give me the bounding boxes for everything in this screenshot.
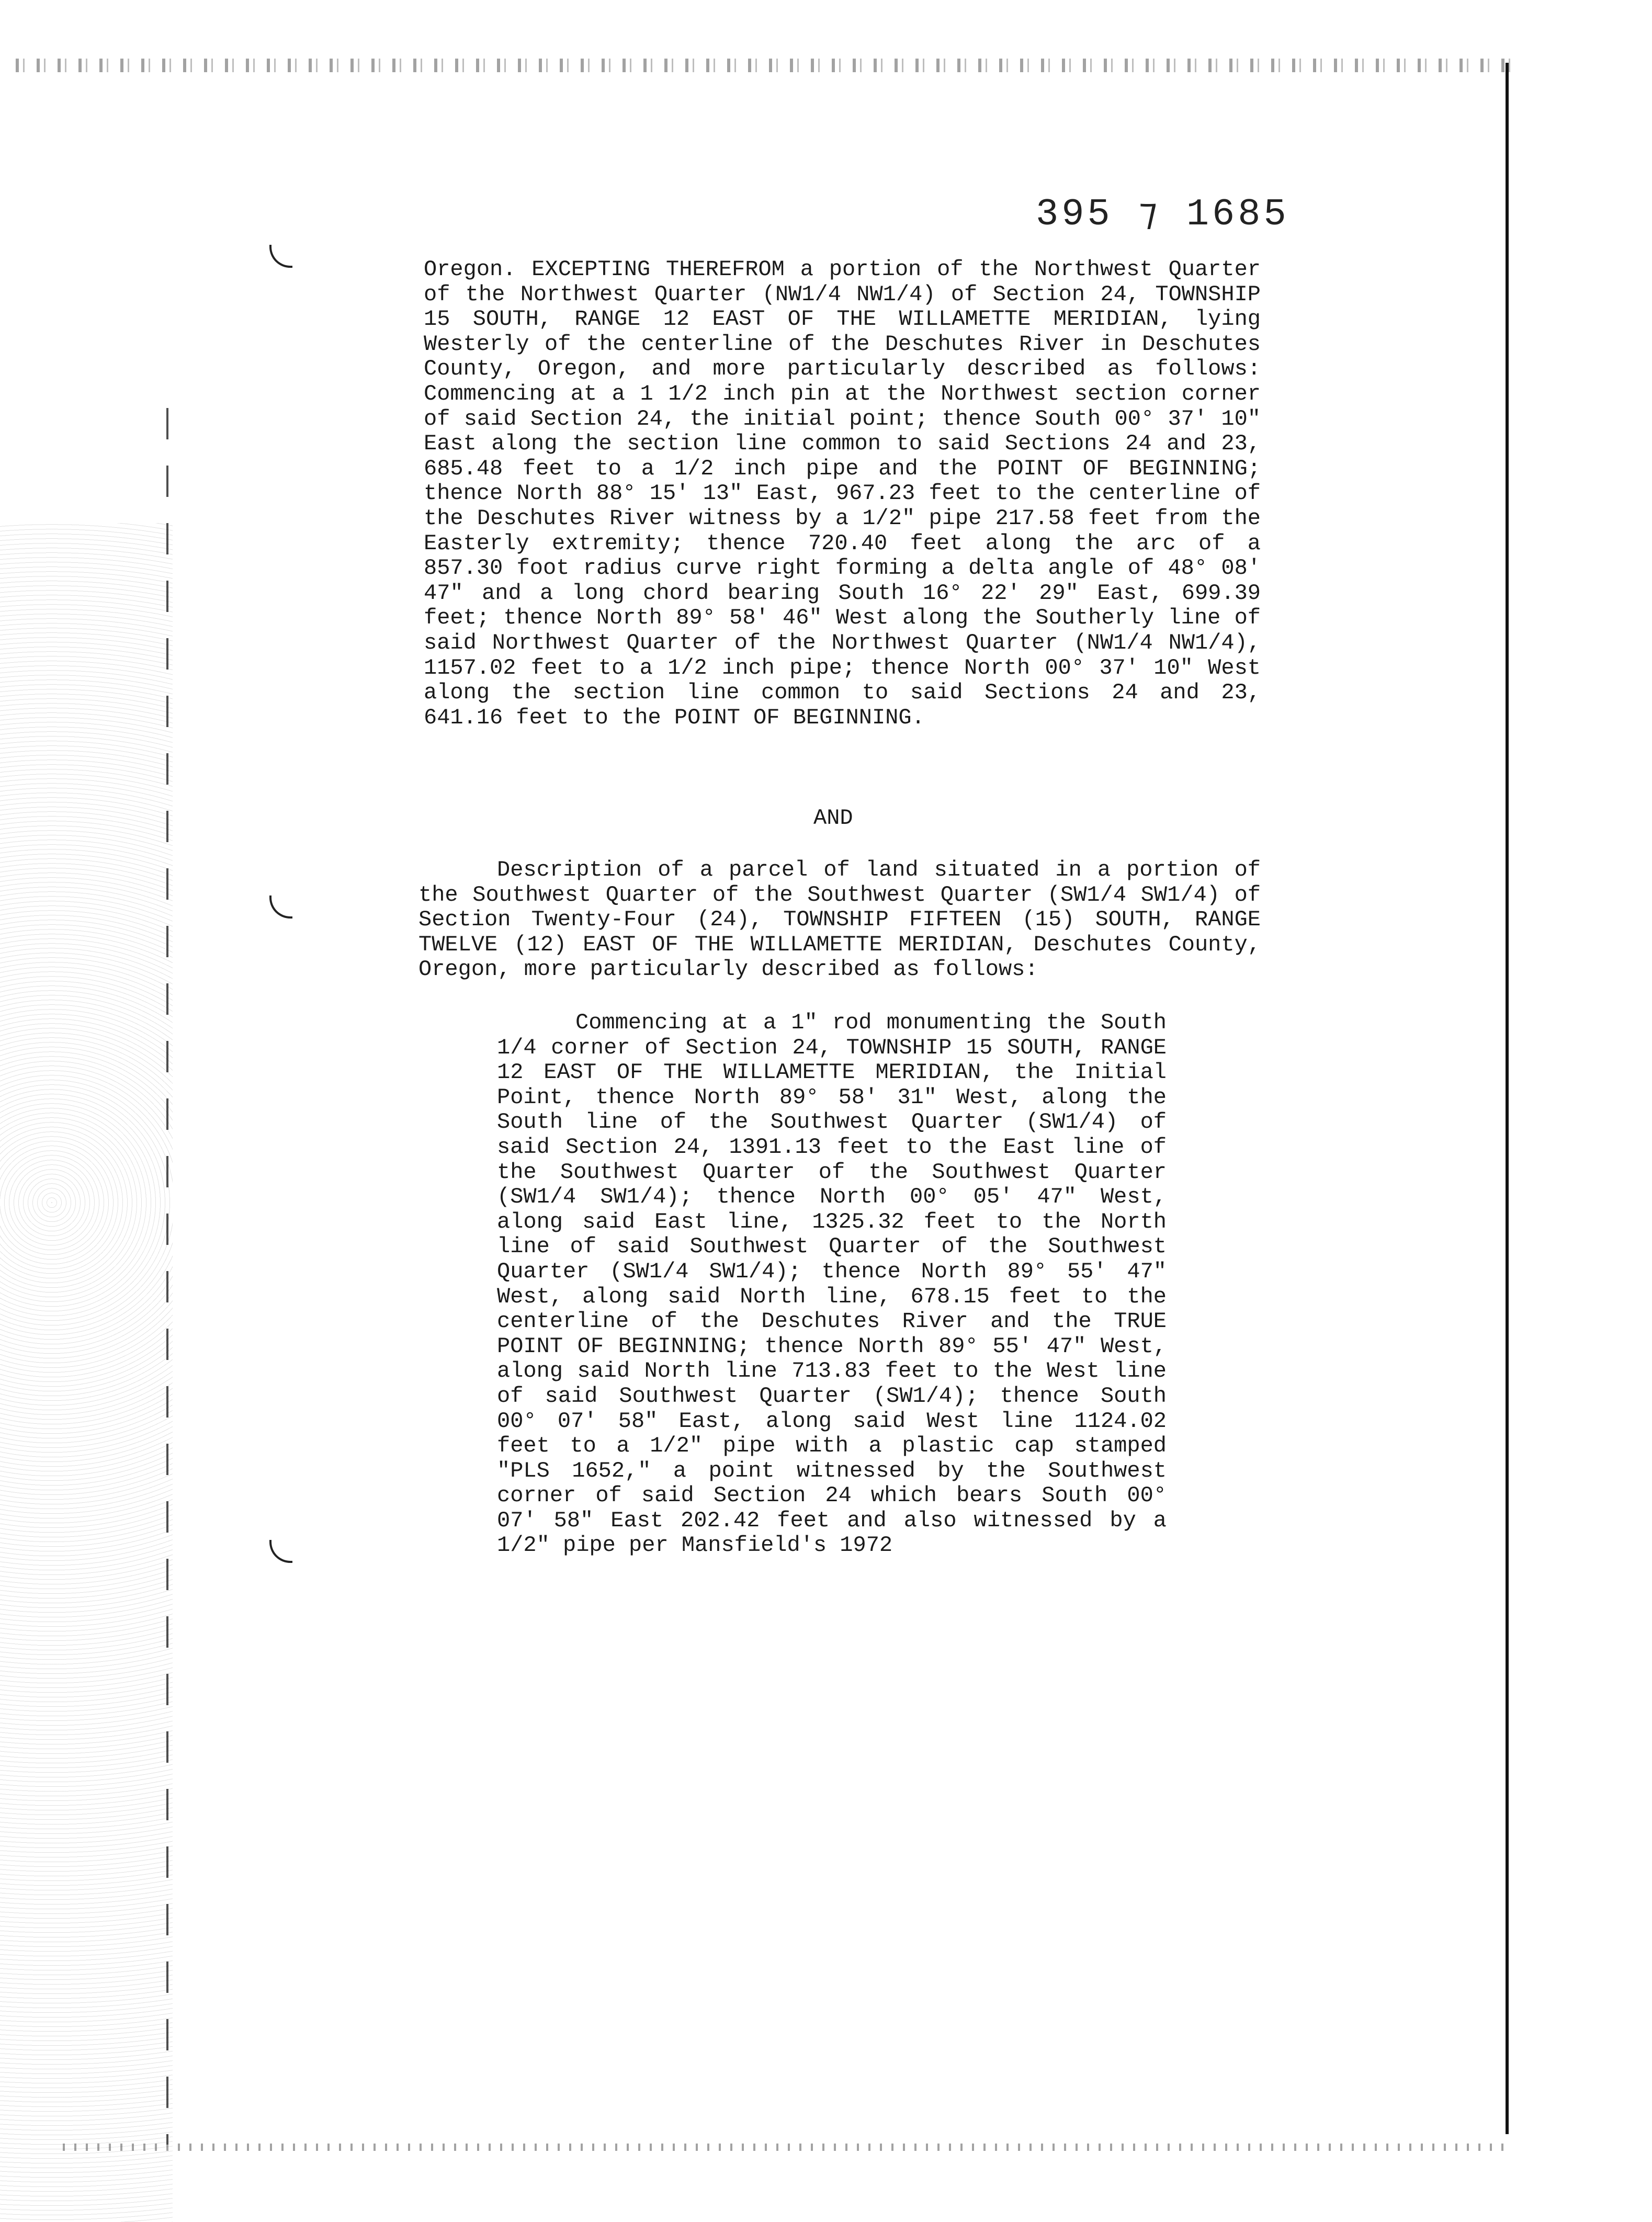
body-text xyxy=(424,257,1261,730)
scan-noise xyxy=(0,523,173,2222)
margin-hook-mark xyxy=(269,895,292,919)
margin-hook-mark xyxy=(269,245,292,268)
scan-edge-top xyxy=(16,59,1522,72)
and-heading: AND xyxy=(813,806,853,831)
page-number: 395 ⁊ 1685 xyxy=(1036,193,1289,236)
paragraph-exception: Oregon. EXCEPTING THEREFROM a portion of the Northwest Quarter of the Northwest Quarter (NW1/4 NW1/4) of Section 24, TOWNSHIP 15 SOUTH, RANGE 12 EAST OF THE WILLAMETTE MERIDIAN, lying Westerly of the centerline of the Deschutes River in Deschutes County, Oregon, and more particularly described as follows: Commencing at a 1 1/2 inch pin at the Northwest section corner of said Section 24, the initial point; thence South 00° 37' 10" East along the section line common to said Sections 24 and 23, 685.48 feet to a 1/2 inch pipe and the POINT OF BEGINNING; thence North 88° 15' 13" East, 967.23 feet to the centerline of the Deschutes River witness by a 1/2" pipe 217.58 feet from the Easterly extremity; thence 720.40 feet along the arc of a 857.30 foot radius curve right forming a delta angle of 48° 08' 47" and a long chord bearing South 16° 22' 29" East, 699.39 feet; thence North 89° 58' 46" West along the Southerly line of said Northwest Quarter of the Northwest Quarter (NW1/4 NW1/4), 1157.02 feet to a 1/2 inch pipe; thence North 00° 37' 10" West along the section line common to said Sections 24 and 23, 641.16 feet to the POINT OF BEGINNING. xyxy=(424,257,1261,730)
paragraph-description: Description of a parcel of land situated in a portion of the Southwest Quarter of the Southwest Quarter (SW1/4 SW1/4) of Section Twenty-Four (24), TOWNSHIP FIFTEEN (15) SOUTH, RANGE TWELVE (12) EAST OF THE WILLAMETTE MERIDIAN, Deschutes County, Oregon, more particularly described as follows: xyxy=(418,857,1261,982)
scan-edge-left xyxy=(166,408,168,2145)
description-text xyxy=(418,858,1261,982)
legal-description xyxy=(497,1011,1167,1558)
margin-hook-mark xyxy=(269,1540,292,1563)
paragraph-legal-description: Commencing at a 1" rod monumenting the South 1/4 corner of Section 24, TOWNSHIP 15 SOUTH, RANGE 12 EAST OF THE WILLAMETTE MERIDIAN, the Initial Point, thence North 89° 58' 31" West, along the South line of the Southwest Quarter (SW1/4) of said Section 24, 1391.13 feet to the East line of the Southwest Quarter of the Southwest Quarter (SW1/4 SW1/4); thence North 00° 05' 47" West, along said East line, 1325.32 feet to the North line of said Southwest Quarter of the Southwest Quarter (SW1/4 SW1/4); thence North 89° 55' 47" West, along said North line, 678.15 feet to the centerline of the Deschutes River and the TRUE POINT OF BEGINNING; thence North 89° 55' 47" West, along said North line 713.83 feet to the West line of said Southwest Quarter (SW1/4); thence South 00° 07' 58" East, along said West line 1124.02 feet to a 1/2" pipe with a plastic cap stamped "PLS 1652," a point witnessed by the Southwest corner of said Section 24 which bears South 00° 07' 58" East 202.42 feet and also witnessed by a 1/2" pipe per Mansfield's 1972 xyxy=(497,1010,1167,1558)
scan-edge-bottom xyxy=(63,2144,1507,2151)
scan-edge-right xyxy=(1506,63,1509,2134)
